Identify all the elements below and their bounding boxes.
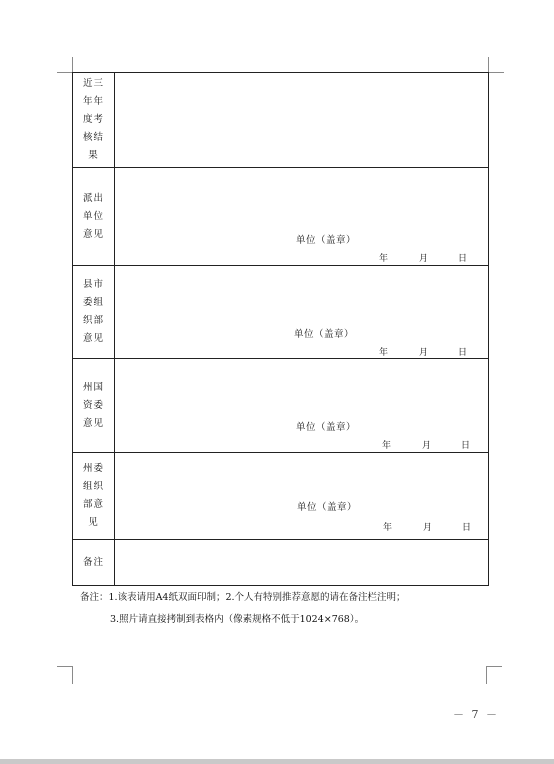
label-line: 核结 — [82, 132, 104, 143]
content-dispatch-unit[interactable] — [115, 168, 489, 266]
content-state-sasac[interactable] — [115, 359, 489, 453]
unit-seal-label: 单位（盖章） — [296, 235, 357, 246]
footnotes — [80, 587, 406, 631]
table-row-county-org-dept — [73, 266, 489, 359]
label-line: 资委 — [82, 399, 104, 411]
row-label-county-org-dept — [73, 266, 115, 359]
content-county-org-dept[interactable] — [115, 266, 489, 359]
date-day-label: 日 — [458, 348, 468, 358]
label-line: 意见 — [82, 333, 104, 344]
label-line: 部意 — [82, 499, 104, 510]
content-annual-assessment[interactable] — [115, 73, 489, 168]
label-line: 意见 — [82, 417, 104, 429]
date-year-label: 年 — [383, 523, 393, 533]
date-day-label: 日 — [462, 523, 472, 533]
table-row-remarks — [73, 540, 489, 586]
page-number: － 7 － — [453, 708, 499, 721]
unit-seal-label: 单位（盖章） — [296, 422, 357, 433]
table-row-state-sasac — [73, 359, 489, 453]
date-month-label: 月 — [422, 441, 432, 451]
content-state-org-dept[interactable] — [115, 453, 489, 540]
label-line: 单位 — [82, 210, 104, 222]
label-line: 年年 — [82, 96, 104, 107]
label-line: 织部 — [82, 315, 104, 326]
label-line: 组织 — [82, 481, 104, 492]
content-remarks[interactable] — [115, 540, 489, 586]
crop-mark-bottom-left — [57, 666, 73, 684]
label-line: 意见 — [82, 228, 104, 240]
label-line: 派出 — [82, 192, 104, 204]
label-line: 县市 — [82, 279, 104, 290]
row-label-state-org-dept — [73, 453, 115, 540]
table-row-state-org-dept — [73, 453, 489, 540]
date-month-label: 月 — [419, 348, 429, 358]
row-label-state-sasac — [73, 359, 115, 453]
crop-mark-top-right — [488, 57, 504, 73]
label-line: 度考 — [82, 114, 104, 125]
label-line: 州委 — [82, 463, 104, 474]
unit-seal-label: 单位（盖章） — [297, 502, 358, 513]
label-line: 见 — [88, 517, 99, 528]
date-month-label: 月 — [419, 254, 429, 264]
date-year-label: 年 — [382, 441, 392, 451]
date-year-label: 年 — [379, 254, 389, 264]
date-month-label: 月 — [423, 523, 433, 533]
viewer-bottom-bar — [0, 759, 554, 764]
footnote-line-2: 3.照片请直接拷制到表格内（像素规格不低于1024×768）。 — [110, 614, 365, 625]
crop-mark-bottom-right — [486, 666, 502, 684]
label-line: 近三 — [82, 78, 104, 89]
row-label-remarks — [73, 540, 115, 586]
footnote-line-1: 备注：1.该表请用A4纸双面印制；2.个人有特别推荐意愿的请在备注栏注明； — [80, 592, 406, 603]
date-day-label: 日 — [458, 254, 468, 264]
label-line: 委组 — [82, 297, 104, 308]
crop-mark-top-left — [57, 57, 73, 73]
row-label-annual-assessment — [73, 73, 115, 168]
unit-seal-label: 单位（盖章） — [294, 329, 355, 340]
table-row-dispatch-unit — [73, 168, 489, 266]
label-line: 果 — [88, 150, 99, 161]
review-form-table — [72, 72, 489, 586]
date-year-label: 年 — [379, 348, 389, 358]
date-day-label: 日 — [461, 441, 471, 451]
label-line: 备注 — [82, 556, 104, 568]
table-row-annual-assessment — [73, 73, 489, 168]
row-label-dispatch-unit — [73, 168, 115, 266]
label-line: 州国 — [82, 381, 104, 393]
